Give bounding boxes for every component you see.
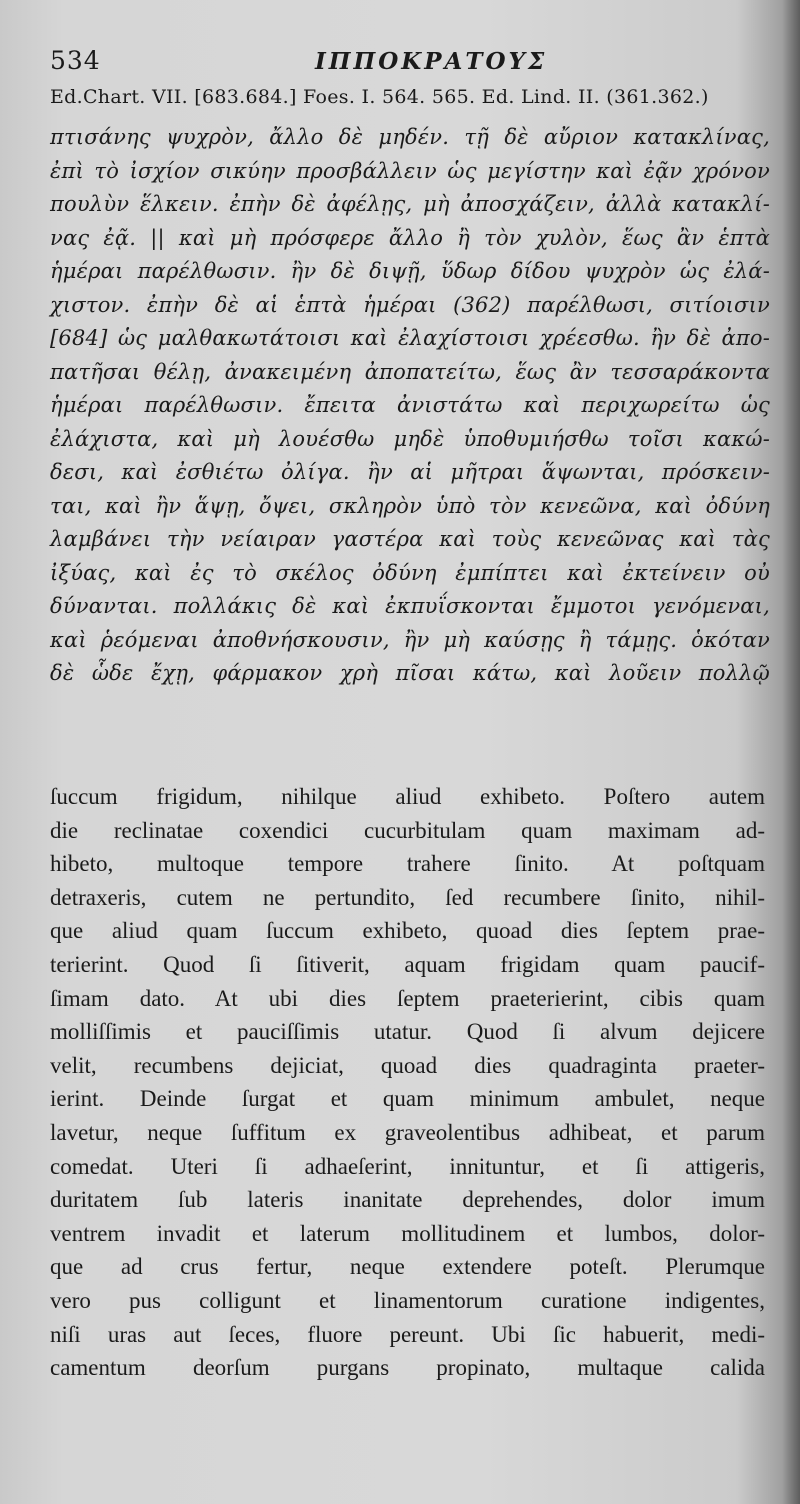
running-head xyxy=(50,46,740,80)
greek-text-line: χιστον. ἐπὴν δὲ αἱ ἑπτὰ ἡμέραι (362) παρέλθωσι, σιτίοισιν xyxy=(50,292,770,317)
greek-text-line: πουλὺν ἕλκειν. ἐπὴν δὲ ἀφέλῃς, μὴ ἀποσχάζειν, ἀλλὰ κατακλί- xyxy=(50,192,770,216)
latin-text-line: ſuccum frigidum, nihilque aliud exhibeto. Poſtero autem xyxy=(50,784,765,809)
greek-text-line: [684] ὡς μαλθακωτάτοισι καὶ ἐλαχίστοισι χρέεσθω. ἢν δὲ ἀπο- xyxy=(50,326,770,350)
latin-text-block xyxy=(50,780,765,1385)
page-edge-shadow xyxy=(782,0,800,1504)
latin-text-line: ſimam dato. At ubi dies ſeptem praeterierint, cibis quam xyxy=(50,985,765,1011)
page-number: 534 xyxy=(50,46,101,75)
latin-text-line: que aliud quam ſuccum exhibeto, quoad dies ſeptem prae- xyxy=(50,918,765,944)
greek-text-line: λαμβάνει τὴν νείαιραν γαστέρα καὶ τοὺς κενεῶνας καὶ τὰς xyxy=(50,527,770,551)
running-title: ΙΠΠΟΚΡΑΤΟΥΣ xyxy=(315,48,548,75)
greek-text-line: ἐπὶ τὸ ἰσχίον σικύην προσβάλλειν ὡς μεγίστην καὶ ἐᾷν χρόνον xyxy=(50,158,770,183)
greek-text-line: ἐλάχιστα, καὶ μὴ λουέσθω μηδὲ ὑποθυμιήσθω τοῖσι κακώ- xyxy=(50,426,770,451)
greek-text-line: ται, καὶ ἢν ἅψῃ, ὄψει, σκληρὸν ὑπὸ τὸν κενεῶνα, καὶ ὀδύνη xyxy=(50,493,770,518)
latin-text-line: niſi uras aut ſeces, fluore pereunt. Ubi ſic habuerit, medi- xyxy=(50,1321,765,1347)
greek-text-line: δύνανται. πολλάκις δὲ καὶ ἐκπυΐσκονται ἔμμοτοι γενόμεναι, xyxy=(50,594,770,618)
greek-text-line: ἡμέραι παρέλθωσιν. ἔπειτα ἀνιστάτω καὶ περιχωρείτω ὡς xyxy=(50,393,770,417)
latin-text-line: velit, recumbens dejiciat, quoad dies quadraginta praeter- xyxy=(50,1052,765,1078)
greek-text-line: ἡμέραι παρέλθωσιν. ἢν δὲ διψῇ, ὕδωρ δίδου ψυχρὸν ὡς ἐλά- xyxy=(50,259,770,283)
latin-text-line: molliſſimis et pauciſſimis utatur. Quod ſi alvum dejicere xyxy=(50,1019,765,1045)
greek-text-line: ἰξύας, καὶ ἐς τὸ σκέλος ὀδύνη ἐμπίπτει καὶ ἐκτείνειν οὐ xyxy=(50,560,770,585)
latin-text-line: detraxeris, cutem ne pertundito, ſed recumbere ſinito, nihil- xyxy=(50,884,765,910)
latin-text-line: comedat. Uteri ſi adhaeſerint, innituntur, et ſi attigeris, xyxy=(50,1153,765,1179)
latin-text-line: ierint. Deinde ſurgat et quam minimum ambulet, neque xyxy=(50,1086,765,1112)
edition-references: Ed.Chart. VII. [683.684.] Foes. I. 564. 565. Ed. Lind. II. (361.362.) xyxy=(50,86,709,108)
latin-text-line: vero pus colligunt et linamentorum curatione indigentes, xyxy=(50,1287,765,1313)
latin-text-line: que ad crus fertur, neque extendere poteſt. Plerumque xyxy=(50,1254,765,1280)
latin-text-line: lavetur, neque ſuffitum ex graveolentibus adhibeat, et parum xyxy=(50,1119,765,1145)
greek-text-line: πτισάνης ψυχρὸν, ἄλλο δὲ μηδέν. τῇ δὲ αὔριον κατακλίνας, xyxy=(50,125,770,149)
latin-text-line: camentum deorſum purgans propinato, multaque calida xyxy=(50,1355,765,1381)
greek-text-line: καὶ ῥεόμεναι ἀποθνήσκουσιν, ἢν μὴ καύσῃς ἢ τάμῃς. ὁκόταν xyxy=(50,627,770,652)
greek-text-line: δὲ ὧδε ἔχῃ, φάρμακον χρὴ πῖσαι κάτω, καὶ λοῦειν πολλῷ xyxy=(50,661,770,685)
latin-text-line: hibeto, multoque tempore trahere ſinito. At poſtquam xyxy=(50,851,765,877)
greek-text-line: νας ἐᾷ. || καὶ μὴ πρόσφερε ἄλλο ἢ τὸν χυλὸν, ἕως ἂν ἑπτὰ xyxy=(50,225,770,250)
greek-text-block xyxy=(50,121,770,691)
greek-text-line: πατῆσαι θέλῃ, ἀνακειμένη ἀποπατείτω, ἕως ἂν τεσσαράκοντα xyxy=(50,359,770,384)
greek-text-line: δεσι, καὶ ἐσθιέτω ὀλίγα. ἢν αἱ μῆτραι ἅψωνται, πρόσκειν- xyxy=(50,460,770,484)
latin-text-line: die reclinatae coxendici cucurbitulam quam maximam ad- xyxy=(50,817,765,843)
latin-text-line: terierint. Quod ſi ſitiverit, aquam frigidam quam paucif- xyxy=(50,951,765,977)
latin-text-line: ventrem invadit et laterum mollitudinem et lumbos, dolor- xyxy=(50,1220,765,1246)
latin-text-line: duritatem ſub lateris inanitate deprehendes, dolor imum xyxy=(50,1187,765,1213)
